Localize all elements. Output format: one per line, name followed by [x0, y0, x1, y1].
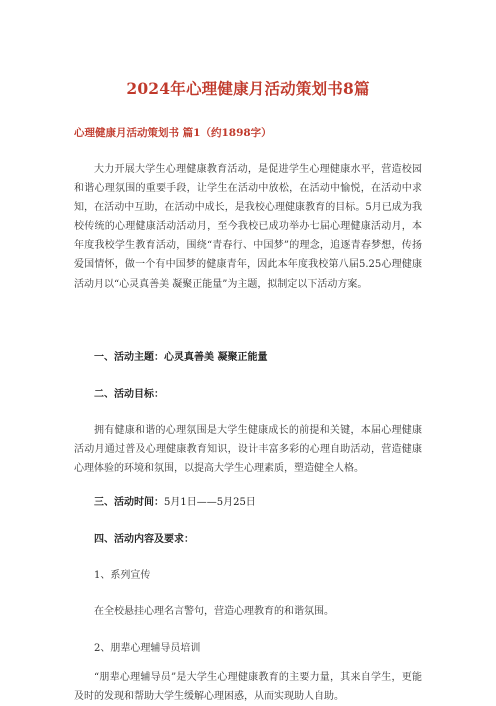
- section3-heading-value: 5月1日——5月25日: [164, 497, 256, 508]
- section3-heading: [94, 493, 256, 508]
- document-title: 2024年心理健康月活动策划书8篇: [126, 79, 370, 98]
- item1-text: 在全校悬挂心理名言警句，营造心理教育的和谐氛围。: [94, 606, 334, 617]
- item1-title: 1、系列宣传: [94, 570, 151, 581]
- item2-title: 2、朋辈心理辅导员培训: [94, 643, 201, 654]
- section1-heading: 一、活动主题：心灵真善美 凝聚正能量: [94, 352, 268, 363]
- intro-paragraph: 大力开展大学生心理健康教育活动，是促进学生心理健康水平，营造校园和谐心理氛围的重要手段，让学生在活动中放松，在活动中愉悦，在活动中求知，在活动中互助，在活动中成长，是我校心理健康教育的目标。5月已成为我校传统的心理健康活动活动月，至今我校已成功举办七届心理健康活动月，本年度我校学生教育活动，围绕“青春行、中国梦”的理念，追逐青春梦想，传扬爱国情怀，做一个有中国梦的健康青年，因此本年度我校第八届5.25心理健康活动月以“心灵真善美 凝聚正能量”为主题，拟制定以下活动方案。: [74, 164, 422, 290]
- section3-heading-label: 三、活动时间：: [94, 497, 164, 508]
- item2-paragraph: “朋辈心理辅导员”是大学生心理健康教育的主要力量，其来自学生，更能及时的发现和帮助大学生缓解心理困惑，从而实现助人自助。: [74, 672, 422, 703]
- section-subtitle: 心理健康月活动策划书 篇1（约1898字）: [74, 127, 272, 139]
- section4-heading: 四、活动内容及要求：: [94, 534, 194, 545]
- section2-paragraph: 拥有健康和谐的心理氛围是大学生健康成长的前提和关键，本届心理健康活动月通过普及心理健康教育知识，设计丰富多彩的心理自助活动，营造健康心理体验的环境和氛围，以提高大学生心理素质，塑造健全人格。: [74, 425, 422, 475]
- section2-heading: 二、活动目标：: [94, 389, 164, 400]
